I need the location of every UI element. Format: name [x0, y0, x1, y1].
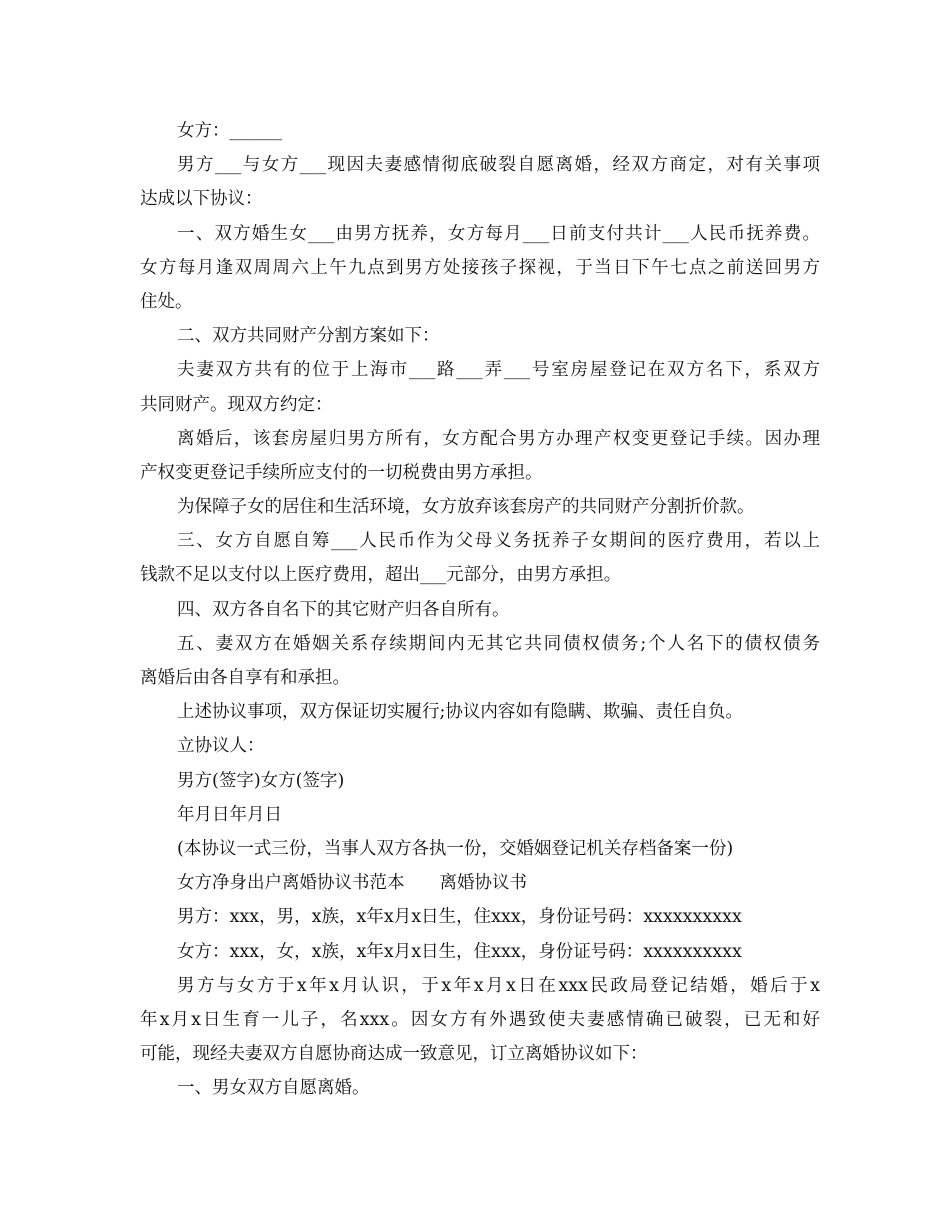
text-line: 男方(签字)女方(签字)	[177, 770, 345, 791]
text-line: 达成以下协议：	[140, 189, 263, 210]
text-line: 年x月x日生育一儿子，名xxx。因女方有外遇致使夫妻感情确已破裂，已无和好	[140, 1009, 820, 1030]
text-line: 立协议人：	[177, 736, 265, 757]
text-line: 女方：xxx，女，x族，x年x月x日生，住xxx，身份证号码：xxxxxxxxxx	[177, 941, 742, 962]
text-line: 女方每月逢双周周六上午九点到男方处接孩子探视，于当日下午七点之前送回男方	[140, 257, 820, 278]
text-line: 钱款不足以支付以上医疗费用，超出___元部分，由男方承担。	[140, 565, 622, 586]
text-line: 可能，现经夫妻双方自愿协商达成一致意见，订立离婚协议如下：	[140, 1044, 648, 1065]
text-line: 男方：xxx，男，x族，x年x月x日生，住xxx，身份证号码：xxxxxxxxxx	[177, 907, 742, 928]
text-line: 为保障子女的居住和生活环境，女方放弃该套房产的共同财产分割折价款。	[177, 497, 755, 518]
text-line: 三、女方自愿自筹___人民币作为父母义务抚养子女期间的医疗费用，若以上	[177, 531, 820, 552]
text-line: 二、双方共同财产分割方案如下：	[177, 326, 440, 347]
text-line: 一、男女双方自愿离婚。	[177, 1078, 370, 1099]
text-line: 五、妻双方在婚姻关系存续期间内无其它共同债权债务;个人名下的债权债务	[177, 633, 820, 654]
text-line: (本协议一式三份，当事人双方各执一份，交婚姻登记机关存档备案一份)	[177, 838, 734, 859]
text-line: 男方___与女方___现因夫妻感情彻底破裂自愿离婚，经双方商定，对有关事项	[177, 155, 820, 176]
text-line: 女方：______	[177, 121, 282, 141]
text-line: 住处。	[140, 291, 193, 312]
text-line: 一、双方婚生女___由男方抚养，女方每月___日前支付共计___人民币抚养费。	[177, 223, 820, 244]
text-line: 男方与女方于x年x月认识，于x年x月x日在xxx民政局登记结婚，婚后于x	[177, 975, 820, 996]
text-line: 夫妻双方共有的位于上海市___路___弄___号室房屋登记在双方名下，系双方	[177, 360, 820, 381]
text-line: 产权变更登记手续所应支付的一切税费由男方承担。	[140, 462, 543, 483]
text-line: 女方净身出户离婚协议书范本 离婚协议书	[177, 873, 527, 894]
text-line: 年月日年月日	[177, 804, 282, 825]
text-line: 离婚后，该套房屋归男方所有，女方配合男方办理产权变更登记手续。因办理	[177, 428, 820, 449]
text-line: 四、双方各自名下的其它财产归各自所有。	[177, 599, 510, 620]
text-line: 上述协议事项，双方保证切实履行;协议内容如有隐瞒、欺骗、责任自负。	[177, 702, 743, 723]
text-line: 共同财产。现双方约定：	[140, 394, 333, 415]
document-body	[140, 114, 820, 1105]
text-line: 离婚后由各自享有和承担。	[140, 668, 350, 688]
